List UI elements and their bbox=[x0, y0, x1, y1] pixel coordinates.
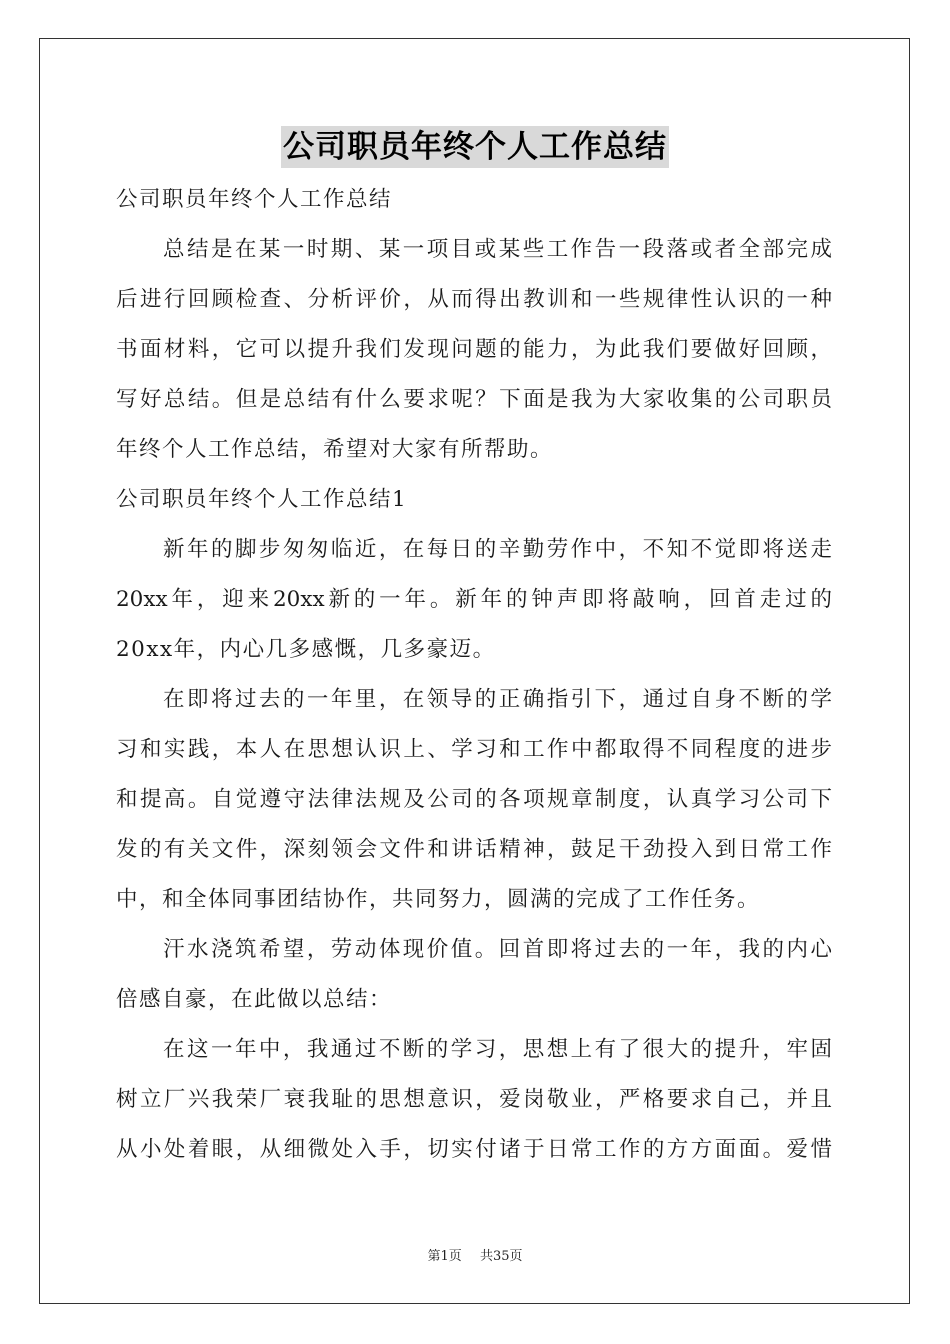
text-line: 公司职员年终个人工作总结 bbox=[116, 187, 393, 212]
text-line: 在这一年中，我通过不断的学习，思想上有了很大的提升，牢固 bbox=[163, 1037, 832, 1062]
title-container bbox=[0, 126, 950, 168]
document-body bbox=[116, 175, 832, 1175]
text-line: 书面材料，它可以提升我们发现问题的能力，为此我们要做好回顾， bbox=[116, 337, 832, 362]
text-line: 习和实践，本人在思想认识上、学习和工作中都取得不同程度的进步 bbox=[116, 737, 832, 762]
document-title: 公司职员年终个人工作总结 bbox=[281, 126, 669, 168]
text-line: 20xx年，迎来20xx新的一年。新年的钟声即将敲响，回首走过的 bbox=[116, 587, 832, 612]
text-line: 发的有关文件，深刻领会文件和讲话精神，鼓足干劲投入到日常工作 bbox=[116, 837, 832, 862]
text-line: 年终个人工作总结，希望对大家有所帮助。 bbox=[116, 437, 554, 462]
text-line: 汗水浇筑希望，劳动体现价值。回首即将过去的一年，我的内心 bbox=[163, 937, 832, 962]
page-number-total: 共35页 bbox=[479, 1249, 523, 1264]
text-line: 在即将过去的一年里，在领导的正确指引下，通过自身不断的学 bbox=[163, 687, 832, 712]
text-line: 从小处着眼，从细微处入手，切实付诸于日常工作的方方面面。爱惜 bbox=[116, 1137, 832, 1162]
page-number-current: 第1页 bbox=[427, 1249, 462, 1264]
text-line: 新年的脚步匆匆临近，在每日的辛勤劳作中，不知不觉即将送走 bbox=[163, 537, 832, 562]
text-line: 倍感自豪，在此做以总结： bbox=[116, 987, 393, 1012]
text-line: 公司职员年终个人工作总结1 bbox=[116, 487, 408, 512]
text-line: 写好总结。但是总结有什么要求呢？下面是我为大家收集的公司职员 bbox=[116, 387, 832, 412]
text-line: 20xx年，内心几多感慨，几多豪迈。 bbox=[116, 637, 496, 662]
text-line: 树立厂兴我荣厂衰我耻的思想意识，爱岗敬业，严格要求自己，并且 bbox=[116, 1087, 832, 1112]
text-line: 后进行回顾检查、分析评价，从而得出教训和一些规律性认识的一种 bbox=[116, 287, 832, 312]
text-line: 总结是在某一时期、某一项目或某些工作告一段落或者全部完成 bbox=[163, 237, 832, 262]
page-footer bbox=[0, 1245, 950, 1264]
text-line: 和提高。自觉遵守法律法规及公司的各项规章制度，认真学习公司下 bbox=[116, 787, 832, 812]
text-line: 中，和全体同事团结协作，共同努力，圆满的完成了工作任务。 bbox=[116, 887, 761, 912]
